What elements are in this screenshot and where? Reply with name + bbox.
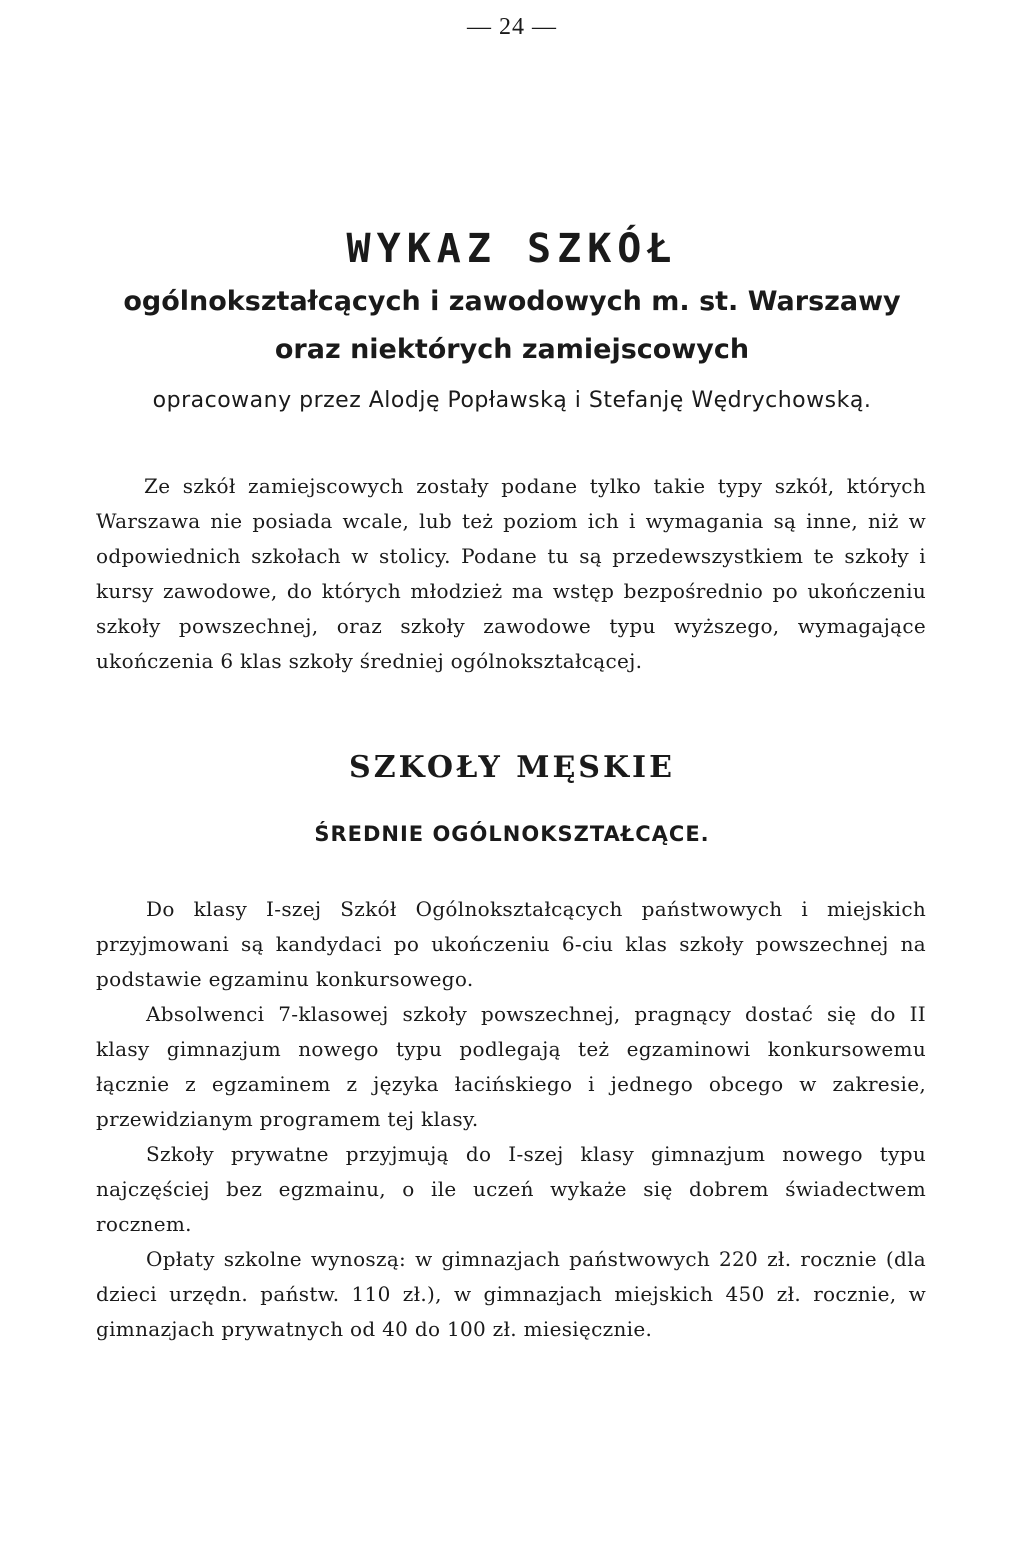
- page-number: — 24 —: [467, 14, 557, 40]
- body-paragraph: Do klasy I-szej Szkół Ogólnokształcących państwowych i miejskich przyjmowani są kandydaci po ukończeniu 6-ciu klas szkoły powszechnej na podstawie egzaminu konkursowego.: [96, 897, 926, 991]
- document-subtitle-line2: oraz niektórych zamiejscowych: [274, 334, 750, 365]
- section-title: SZKOŁY MĘSKIE: [349, 750, 675, 785]
- section-subtitle: ŚREDNIE OGÓLNOKSZTAŁCĄCE.: [314, 822, 710, 846]
- body-paragraph: Absolwenci 7-klasowej szkoły powszechnej, pragnący dostać się do II klasy gimnazjum nowego typu podlegają też egzaminowi konkursowemu łącznie z egzaminem z języka łacińskiego i jednego obcego w zakresie, przewidzianym programem tej klasy.: [96, 1002, 926, 1131]
- authors-line: opracowany przez Alodję Popławską i Stefanję Wędrychowską.: [152, 388, 872, 413]
- intro-text: Ze szkół zamiejscowych zostały podane tylko takie typy szkół, których Warszawa nie posiada wcale, lub też poziom ich i wymagania są inne, niż w odpowiednich szkołach w stolicy. Podane tu są przedewszystkiem te szkoły i kursy zawodowe, do których młodzież ma wstęp bezpośrednio po ukończeniu szkoły powszechnej, oraz szkoły zawodowe typu wyższego, wymagające ukończenia 6 klas szkoły średniej ogólnokształcącej.: [96, 474, 926, 673]
- body-paragraph: Opłaty szkolne wynoszą: w gimnazjach państwowych 220 zł. rocznie (dla dzieci urzędn. państw. 110 zł.), w gimnazjach miejskich 450 zł. rocznie, w gimnazjach prywatnych od 40 do 100 zł. miesięcznie.: [96, 1247, 926, 1341]
- body-paragraph: Szkoły prywatne przyjmują do I-szej klasy gimnazjum nowego typu najczęściej bez egzmainu, o ile uczeń wykaże się dobrem świadectwem rocznem.: [96, 1142, 926, 1236]
- section-body: [96, 892, 926, 1347]
- document-subtitle-line1: ogólnokształcących i zawodowych m. st. Warszawy: [123, 286, 901, 317]
- intro-paragraph: [96, 469, 926, 679]
- document-title: WYKAZ SZKÓŁ: [346, 226, 678, 272]
